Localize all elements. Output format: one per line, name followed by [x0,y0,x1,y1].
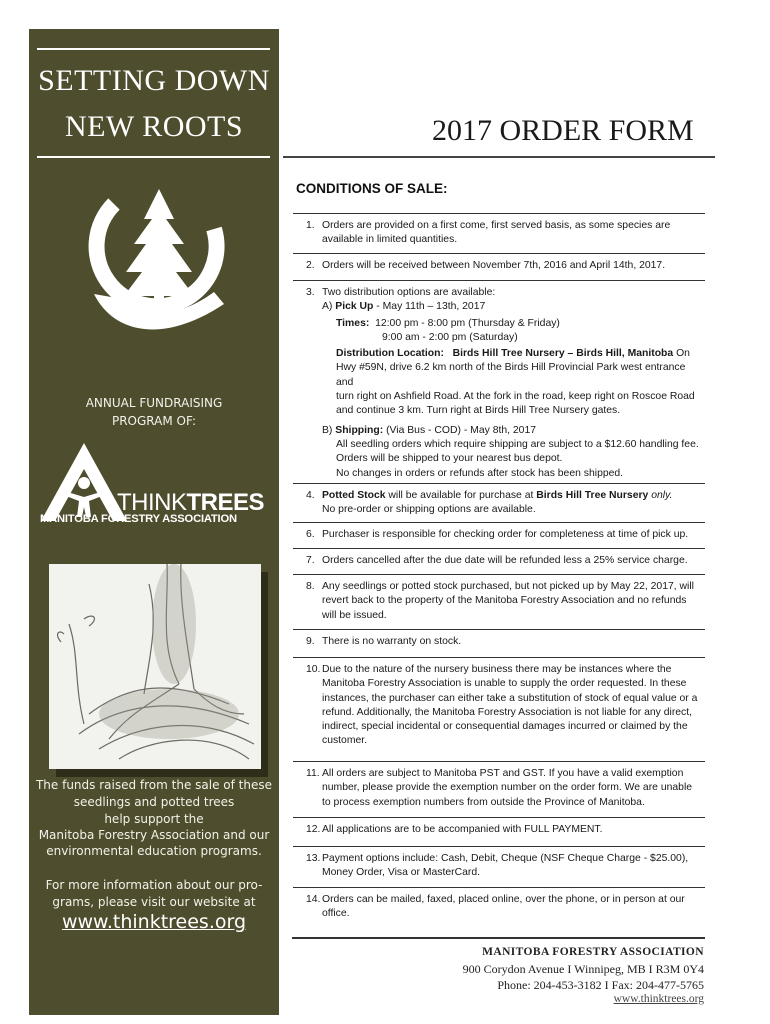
info-line: grams, please visit our website at [52,895,256,909]
conditions-heading: CONDITIONS OF SALE: [296,181,448,196]
condition-line: indirect, special incidental or consequential damages incurred or claimed by the [322,721,688,733]
logo-think: THINK [117,489,187,516]
condition-item-4 [293,483,705,518]
page-title: 2017 ORDER FORM [432,114,694,147]
logo-trees: TREES [186,489,265,516]
condition-line: Money Order, Visa or MasterCard. [322,867,481,879]
condition-number: 4. [306,490,315,501]
shipping-line: Orders will be shipped to your nearest bus depot. [336,453,563,465]
condition-intro: Two distribution options are available: [322,287,496,298]
times-saturday: 9:00 am - 2:00 pm (Saturday) [382,331,518,343]
condition-number: 9. [306,636,315,647]
condition-item-10 [293,657,705,749]
sidebar-title-line1: SETTING DOWN [38,64,270,97]
condition-line: Orders will be received between November 7th, 2016 and April 14th, 2017. [322,260,666,271]
potted-label: Potted Stock [322,490,386,501]
location-line: Hwy #59N, drive 6.2 km north of the Birds Hill Provincial Park west entrance and [336,362,686,388]
condition-number: 3. [306,287,315,298]
potted-mid: will be available for purchase at [385,490,537,501]
times-weekday: 12:00 pm - 8:00 pm (Thursday & Friday) [375,317,560,329]
potted-only: only. [648,490,673,501]
condition-line: Any seedlings or potted stock purchased, but not picked up by May 22, 2017, will [322,581,694,592]
condition-line: revert back to the property of the Manitoba Forestry Association and no refunds [322,595,687,607]
footer-org: MANITOBA FORESTRY ASSOCIATION [482,946,704,958]
shipping-label: Shipping: [335,424,384,436]
times-row [336,317,705,331]
potted-place: Birds Hill Tree Nursery [536,490,649,501]
condition-line: Purchaser is responsible for checking order for completeness at time of pick up. [322,529,689,540]
location-row [336,347,705,361]
website-link[interactable]: www.thinktrees.org [61,911,247,933]
condition-line: refund. Additionally, the Manitoba Forestry Association is not liable for any direct, [322,706,693,718]
condition-line: Payment options include: Cash, Debit, Cheque (NSF Cheque Charge - $25.00), [322,853,689,864]
condition-item-11 [293,761,705,810]
footer-phone: Phone: 204-453-3182 I Fax: 204-477-5765 [497,978,704,992]
condition-number: 10. [306,664,321,675]
condition-line: will be issued. [322,609,387,621]
condition-number: 8. [306,581,315,592]
funds-line: help support the [104,812,204,826]
condition-line: to process exemption numbers from outside the Province of Manitoba. [322,796,645,808]
condition-line: Orders cancelled after the due date will be refunded less a 25% service charge. [322,555,688,566]
condition-line: Orders can be mailed, faxed, placed online, over the phone, or in person at our [322,894,685,905]
program-of-label: PROGRAM OF: [111,414,196,428]
condition-item-14 [293,887,705,922]
footer-rule [292,937,705,939]
condition-item-12 [293,817,705,837]
condition-number: 12. [306,824,321,835]
pickup-prefix: A) [322,301,336,313]
pickup-dates: - May 11th – 13th, 2017 [373,301,486,313]
funds-line: seedlings and potted trees [73,795,235,809]
condition-line: office. [322,908,350,920]
footer-address: 900 Corydon Avenue I Winnipeg, MB I R3M 0Y4 [462,962,704,976]
condition-line: number, please provide the exemption number on the order form. We are unable [322,782,693,794]
condition-line: Manitoba Forestry Association is unable to supply the order requested. In these [322,678,687,690]
condition-item-13 [293,846,705,881]
condition-item-3 [293,280,705,481]
funds-line: The funds raised from the sale of these [35,778,273,792]
condition-item-2 [293,253,705,273]
condition-item-6 [293,522,705,542]
thinktrees-figure-icon [39,441,129,523]
condition-number: 6. [306,529,315,540]
tree-roots-illustration [49,564,261,769]
condition-line: All applications are to be accompanied with FULL PAYMENT. [322,824,603,835]
location-name: Birds Hill Tree Nursery – Birds Hill, Manitoba [452,348,674,360]
sidebar-title-line2: NEW ROOTS [64,110,244,143]
condition-number: 7. [306,555,315,566]
condition-item-8 [293,574,705,623]
sidebar-top-rule [37,48,270,50]
sidebar [29,29,279,1015]
location-label: Distribution Location: [336,348,444,360]
pickup-option [322,300,705,314]
location-line: turn right on Ashfield Road. At the fork in the road, keep right on Roscoe Road [336,391,695,403]
condition-line: All orders are subject to Manitoba PST and GST. If you have a valid exemption [322,768,684,779]
condition-item-9 [293,629,705,649]
pickup-label: Pick Up [335,301,374,313]
condition-number: 14. [306,894,321,905]
condition-line: Due to the nature of the nursery business there may be instances where the [322,664,672,675]
condition-item-7 [293,548,705,568]
title-rule [283,156,715,158]
shipping-prefix: B) [322,424,336,436]
location-line: On [673,348,690,360]
condition-line: available in limited quantities. [322,234,458,246]
shipping-option [322,424,705,438]
location-line: and continue 3 km. Turn right at Birds Hill Tree Nursery gates. [336,405,621,417]
potted-line [322,489,705,503]
condition-item-1 [293,213,705,248]
condition-line: No pre-order or shipping options are available. [322,504,536,516]
sidebar-title-rule [37,156,270,158]
tree-hand-emblem-icon [84,184,234,344]
condition-line: Orders are provided on a first come, first served basis, as some species are [322,220,671,231]
info-line: For more information about our pro- [45,878,263,892]
annual-fundraising-label: ANNUAL FUNDRAISING [85,396,223,410]
funds-line: Manitoba Forestry Association and our [38,828,270,842]
shipping-line: No changes in orders or refunds after stock has been shipped. [336,467,624,479]
condition-line: customer. [322,735,368,747]
funds-line: environmental education programs. [46,844,262,858]
condition-number: 13. [306,853,321,864]
condition-line: instances, the purchaser can either take a substitution of stock of equal value or a [322,692,698,704]
times-label: Times: [336,317,370,329]
condition-number: 1. [306,220,315,231]
logo-association: MANITOBA FORESTRY ASSOCIATION [40,513,237,525]
condition-line: There is no warranty on stock. [322,636,462,647]
shipping-line: All seedling orders which require shipping are subject to a $12.60 handling fee. [336,438,699,450]
condition-number: 11. [306,768,320,779]
roots-sketch-icon [49,564,261,769]
footer-website-link[interactable]: www.thinktrees.org [613,993,704,1005]
shipping-dates: (Via Bus - COD) - May 8th, 2017 [383,424,537,436]
condition-number: 2. [306,260,315,271]
